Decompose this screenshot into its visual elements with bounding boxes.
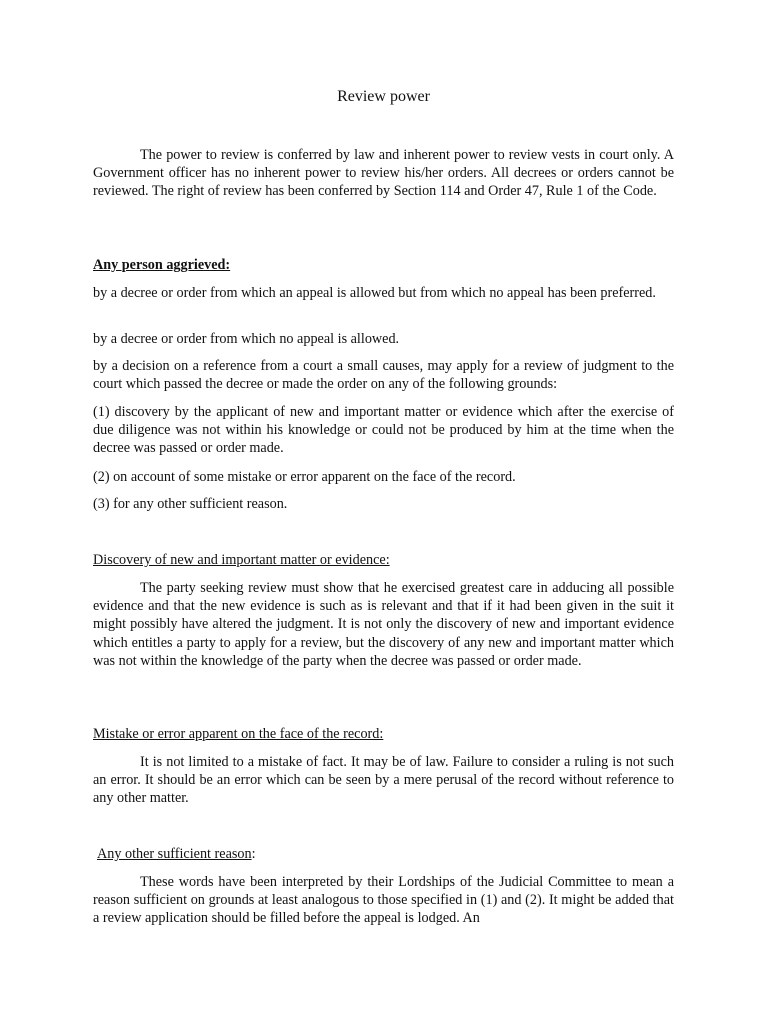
discovery-heading: Discovery of new and important matter or evidence: — [93, 552, 390, 568]
aggrieved-heading: Any person aggrieved: — [93, 257, 231, 273]
ground-3: (3) for any other sufficient reason. — [93, 496, 288, 512]
page-title: Review power — [337, 88, 430, 105]
intro-paragraph: The power to review is conferred by law and inherent power to review vests in court only. A Government officer has no inherent power to review his/her orders. All decrees or orders cannot be reviewed. The right of review has been conferred by Section 114 and Order 47, Rule 1 of the Code. — [93, 147, 674, 200]
aggrieved-item-2: by a decree or order from which no appeal is allowed. — [93, 331, 400, 347]
ground-2: (2) on account of some mistake or error apparent on the face of the record. — [93, 469, 516, 485]
mistake-paragraph: It is not limited to a mistake of fact. It may be of law. Failure to consider a ruling is not such an error. It should be an error which can be seen by a mere perusal of the record without reference to any other matter. — [93, 754, 674, 807]
ground-1: (1) discovery by the applicant of new and important matter or evidence which after the exercise of due diligence was not within his knowledge or could not be produced by him at the time when the decree was passed or order made. — [93, 404, 674, 457]
aggrieved-item-3: by a decision on a reference from a court a small causes, may apply for a review of judgment to the court which passed the decree or made the order on any of the following grounds: — [93, 358, 674, 393]
other-reason-heading-colon: : — [251, 846, 256, 862]
mistake-heading: Mistake or error apparent on the face of the record: — [93, 726, 384, 742]
discovery-paragraph: The party seeking review must show that he exercised greatest care in adducing all possible evidence and that the new evidence is such as is relevant and that if it had been given in the suit it might possibly have altered the judgment. It is not only the discovery of new and important evidence which entitles a party to apply for a review, but the discovery of any new and important matter which was not within the knowledge of the party when the decree was passed or order made. — [93, 580, 674, 669]
document-page — [93, 0, 674, 1024]
other-reason-paragraph: These words have been interpreted by their Lordships of the Judicial Committee to mean a reason sufficient on grounds at least analogous to those specified in (1) and (2). It might be added that a review application should be filled before the appeal is lodged. An — [93, 874, 674, 927]
aggrieved-item-1: by a decree or order from which an appeal is allowed but from which no appeal has been preferred. — [93, 285, 656, 301]
other-reason-heading-text: Any other sufficient reason — [97, 846, 252, 862]
other-reason-heading — [97, 845, 256, 863]
